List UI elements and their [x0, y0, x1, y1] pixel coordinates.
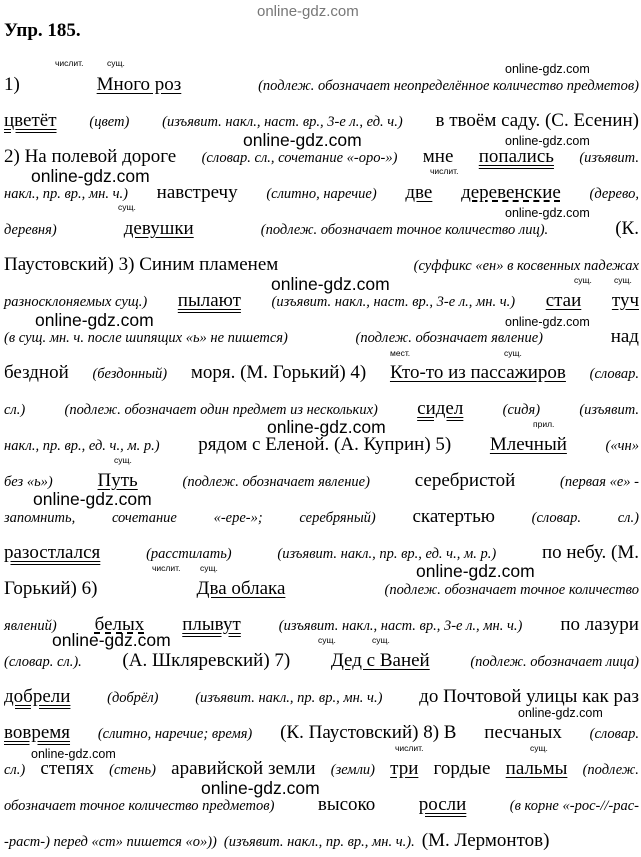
- grammar-note: (слитно, наречие; время): [97, 726, 253, 742]
- marked-word: сидел: [417, 398, 464, 419]
- text-segment: над: [610, 326, 639, 347]
- marked-word: росли: [418, 794, 467, 815]
- grammar-note: накл., пр. вр., мн. ч.): [4, 186, 128, 202]
- text-segment: (К. Паустовский) 8) В: [280, 722, 457, 743]
- text-segment: рядом с Еленой. (А. Куприн) 5): [198, 434, 452, 455]
- annotation: сущ.: [530, 743, 548, 753]
- marked-word: пылают: [177, 290, 241, 311]
- text-segment: степях: [40, 758, 94, 779]
- text-segment: до Почтовой улицы как раз: [419, 686, 639, 707]
- grammar-note: сл.): [4, 402, 26, 418]
- watermark: online-gdz.com: [52, 630, 171, 650]
- marked-word: Путь: [97, 470, 138, 491]
- marked-word: туч: [611, 290, 639, 311]
- grammar-note: сл.): [4, 762, 26, 778]
- annotation: сущ.: [318, 635, 336, 645]
- text-line: [4, 538, 639, 568]
- grammar-note: (добрёл): [107, 690, 159, 706]
- grammar-note: (изъявит. накл., наст. вр., 3-е л., ед. ч.): [162, 114, 403, 130]
- header-watermark: online-gdz.com: [257, 3, 359, 20]
- grammar-note: разносклоняемых сущ.): [4, 294, 148, 310]
- grammar-note: обозначает точное количество предметов): [4, 798, 275, 814]
- grammar-note: (изъявит.: [579, 150, 639, 166]
- text-segment: по лазури: [560, 614, 639, 635]
- text-segment: в твоём саду. (С. Есенин): [435, 110, 639, 131]
- grammar-note: (подлеж. обозначает явление): [182, 474, 370, 490]
- grammar-note: (подлеж. обозначает лица): [470, 654, 639, 670]
- text-line: [4, 646, 639, 676]
- annotation: сущ.: [614, 275, 632, 285]
- annotation: сущ.: [504, 348, 522, 358]
- grammar-note: (изъявит. накл., наст. вр., 3-е л., мн. ч.): [271, 294, 516, 310]
- watermark: online-gdz.com: [267, 417, 386, 437]
- annotation: сущ.: [118, 202, 136, 212]
- grammar-note: (изъявит. накл., пр. вр., мн. ч.): [195, 690, 383, 706]
- grammar-note: (подлеж. обозначает точное количество лиц).: [260, 222, 549, 238]
- text-segment: Горький) 6): [4, 578, 98, 599]
- grammar-note: (словар. сл.).: [4, 654, 82, 670]
- watermark: online-gdz.com: [505, 62, 590, 76]
- grammar-note: (дерево,: [589, 186, 639, 202]
- annotation: мест.: [390, 348, 411, 358]
- text-segment: навстречу: [156, 182, 238, 203]
- text-line: [4, 790, 639, 820]
- text-segment: (А. Шкляревский) 7): [122, 650, 291, 671]
- marked-word: три: [390, 758, 419, 779]
- grammar-note: запомнить,: [4, 510, 76, 526]
- grammar-note: (подлеж.: [582, 762, 639, 778]
- marked-word: Кто-то из пассажиров: [389, 362, 566, 383]
- text-segment: песчаных: [484, 722, 562, 743]
- text-segment: по небу. (М.: [541, 542, 639, 563]
- marked-word: разостлался: [4, 542, 101, 563]
- grammar-note: (подлеж. обозначает неопределённое количество предметов): [258, 78, 639, 94]
- text-line: [4, 574, 639, 604]
- grammar-note: («чн»: [605, 438, 639, 454]
- marked-word: плывут: [182, 614, 241, 635]
- grammar-note: (подлеж. обозначает явление): [355, 330, 544, 346]
- watermark: online-gdz.com: [201, 778, 320, 798]
- grammar-note: (в корне «-рос-//-рас-: [509, 798, 639, 814]
- grammar-note: (суффикс «ен» в косвенных падежах: [413, 258, 639, 274]
- grammar-note: сочетание: [111, 510, 177, 526]
- grammar-note: серебряный): [299, 510, 376, 526]
- annotation: прил.: [533, 419, 555, 429]
- grammar-note: (расстилать): [146, 546, 232, 562]
- marked-word: пальмы: [505, 758, 568, 779]
- text-segment: бездной: [4, 362, 69, 383]
- annotation: числит.: [152, 563, 181, 573]
- watermark: online-gdz.com: [31, 166, 150, 186]
- marked-word: Дед с Ваней: [330, 650, 430, 671]
- watermark: online-gdz.com: [243, 130, 362, 150]
- text-segment: гордые: [433, 758, 491, 779]
- grammar-note: явлений): [4, 618, 57, 634]
- annotation: сущ.: [114, 455, 132, 465]
- text-segment: 2) На полевой дороге: [4, 146, 177, 167]
- exercise-title: Упр. 185.: [4, 20, 81, 41]
- grammar-note: (в сущ. мн. ч. после шипящих «ь» не пишется): [4, 330, 288, 346]
- annotation: числит.: [430, 166, 459, 176]
- marked-word: вовремя: [4, 722, 71, 743]
- watermark: online-gdz.com: [33, 489, 152, 509]
- grammar-note: накл., пр. вр., ед. ч., м. р.): [4, 438, 160, 454]
- marked-word: попались: [478, 146, 554, 167]
- text-segment: моря. (М. Горький) 4): [190, 362, 367, 383]
- watermark: online-gdz.com: [505, 134, 590, 148]
- text-segment: скатертью: [412, 506, 495, 527]
- grammar-note: (первая «е» -: [560, 474, 639, 490]
- annotation: сущ.: [372, 635, 390, 645]
- text-segment: (К.: [615, 218, 639, 239]
- grammar-note: (словар.: [531, 510, 582, 526]
- grammar-note: (стень): [109, 762, 156, 778]
- marked-word: Много роз: [96, 74, 182, 95]
- grammar-note: «-ере-»;: [213, 510, 263, 526]
- text-line: [4, 826, 639, 856]
- text-segment: (М. Лермонтов): [421, 830, 550, 851]
- watermark: online-gdz.com: [35, 310, 154, 330]
- annotation: сущ.: [574, 275, 592, 285]
- watermark: online-gdz.com: [31, 747, 116, 761]
- watermark: online-gdz.com: [505, 206, 590, 220]
- marked-word: Два облака: [196, 578, 286, 599]
- marked-word: стаи: [545, 290, 582, 311]
- text-segment: высоко: [317, 794, 376, 815]
- watermark: online-gdz.com: [505, 315, 590, 329]
- grammar-note: (подлеж. обозначает точное количество: [384, 582, 639, 598]
- text-segment: аравийской земли: [171, 758, 316, 779]
- text-segment: серебристой: [414, 470, 516, 491]
- text-segment: 1): [4, 74, 20, 95]
- annotation: сущ.: [107, 58, 125, 68]
- grammar-note: (слитно, наречие): [266, 186, 377, 202]
- grammar-note: деревня): [4, 222, 57, 238]
- marked-word: Млечный: [489, 434, 567, 455]
- grammar-note: (изъявит. накл., наст. вр., 3-е л., мн. ч.): [278, 618, 523, 634]
- marked-word: девушки: [123, 218, 194, 239]
- grammar-note: (изъявит. накл., пр. вр., мн. ч.).: [223, 834, 415, 850]
- marked-word: цветёт: [4, 110, 57, 131]
- marked-word: белых: [94, 614, 145, 635]
- grammar-note: сл.): [617, 510, 639, 526]
- annotation: числит.: [55, 58, 84, 68]
- annotation: сущ.: [200, 563, 218, 573]
- marked-word: две: [405, 182, 433, 203]
- marked-word: добрели: [4, 686, 71, 707]
- watermark: online-gdz.com: [518, 706, 603, 720]
- text-line: [4, 358, 639, 388]
- watermark: online-gdz.com: [416, 561, 535, 581]
- grammar-note: (земли): [330, 762, 375, 778]
- grammar-note: (изъявит. накл., пр. вр., ед. ч., м. р.): [277, 546, 497, 562]
- text-segment: мне: [422, 146, 454, 167]
- annotation: числит.: [395, 743, 424, 753]
- grammar-note: (изъявит.: [579, 402, 639, 418]
- text-segment: Паустовский) 3) Синим пламенем: [4, 254, 279, 275]
- grammar-note: (словар. сл., сочетание «-оро-»): [201, 150, 398, 166]
- watermark: online-gdz.com: [271, 274, 390, 294]
- marked-word: деревенские: [461, 182, 561, 203]
- grammar-note: (словар.: [589, 726, 639, 742]
- grammar-note: (сидя): [502, 402, 541, 418]
- grammar-note: (подлеж. обозначает один предмет из нескольких): [64, 402, 378, 418]
- grammar-note: (бездонный): [92, 366, 168, 382]
- grammar-note: (словар.: [589, 366, 639, 382]
- grammar-note: -раст-) перед «ст» пишется «о»)): [4, 834, 217, 850]
- grammar-note: (цвет): [89, 114, 130, 130]
- grammar-note: без «ь»): [4, 474, 53, 490]
